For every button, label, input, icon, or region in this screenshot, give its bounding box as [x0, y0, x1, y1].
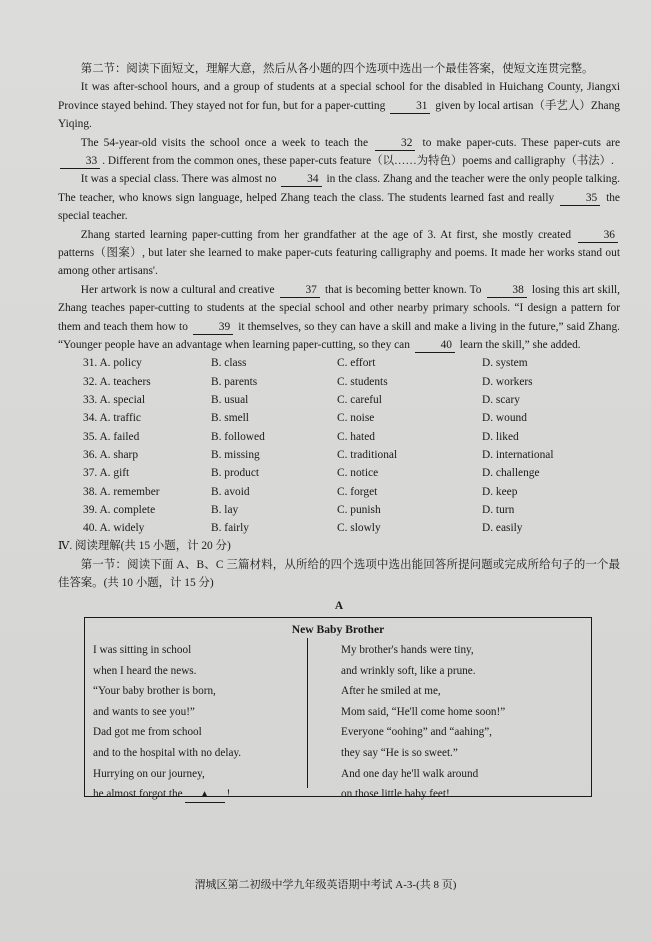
option-choice: C. hated — [337, 430, 375, 443]
option-choice: 35. A. failed — [83, 430, 140, 443]
option-row — [58, 428, 620, 446]
poem-line: Everyone “oohing” and “aahing”, — [341, 726, 492, 739]
option-choice: C. noise — [337, 412, 375, 425]
poem-line: when I heard the news. — [93, 664, 197, 677]
poem-line: and wants to see you!” — [93, 705, 195, 718]
paragraph-text: Zhang started learning paper-cutting from her grandfather at the age of 3. At first, she mostly created — [80, 228, 576, 241]
answer-blank: 32 — [375, 136, 415, 151]
poem-line: and to the hospital with no delay. — [93, 747, 242, 760]
answer-blank: 33 — [60, 154, 100, 169]
option-choice: 32. A. teachers — [83, 375, 151, 388]
option-choice: B. fairly — [211, 522, 249, 535]
paragraph-text: to make paper-cuts. These paper-cuts are — [417, 136, 620, 149]
option-choice: C. effort — [337, 357, 376, 370]
poem-line: “Your baby brother is born, — [93, 685, 216, 698]
answer-blank: 38 — [487, 283, 527, 298]
poem-line: And one day he'll walk around — [341, 767, 479, 780]
option-row — [58, 391, 620, 409]
option-row — [58, 409, 620, 427]
cloze-paragraph — [58, 281, 620, 355]
option-choice: B. missing — [211, 448, 260, 461]
option-row — [58, 501, 620, 519]
option-choice: C. forget — [337, 485, 378, 498]
section2-heading: 第二节：阅读下面短文，理解大意，然后从各小题的四个选项中选出一个最佳答案，使短文连贯完整。 — [80, 63, 594, 75]
option-choice: 34. A. traffic — [83, 412, 141, 425]
option-choice: B. avoid — [211, 485, 250, 498]
passage-label: A — [334, 599, 344, 612]
option-choice: 33. A. special — [83, 394, 146, 407]
cloze-paragraph — [58, 134, 620, 171]
cloze-passage — [58, 78, 620, 354]
option-choice: C. slowly — [337, 522, 381, 535]
poem-title: New Baby Brother — [291, 623, 385, 637]
paragraph-text: It was after-school hours, and a group of students at a special school for the disabled in Huichang County, Jiangxi Province stayed behind. They stayed not for fun, but for a paper-cutting — [58, 81, 620, 112]
option-choice: C. traditional — [337, 448, 398, 461]
answer-blank: 37 — [280, 283, 320, 298]
answer-blank: 31 — [390, 99, 430, 114]
option-row — [58, 446, 620, 464]
paragraph-text: in the class. Zhang and the teacher were the only people talking. The teacher, who knows sign language, helped Zhang teach the class. The students learned fast and really — [58, 173, 620, 204]
option-choice: D. workers — [482, 375, 533, 388]
paragraph-text: learn the skill,” she added. — [456, 339, 581, 352]
cloze-paragraph — [58, 78, 620, 133]
option-row — [58, 519, 620, 537]
option-row — [58, 483, 620, 501]
option-choice: C. careful — [337, 394, 382, 407]
option-choice: D. easily — [482, 522, 523, 535]
option-choice: B. parents — [211, 375, 258, 388]
option-choice: D. scary — [482, 394, 520, 407]
part1-heading: 第一节：阅读下面 A、B、C 三篇材料，从所给的四个选项中选出能回答所提问题或完成所给句子的一个最佳答案。(共 10 小题，计 15 分) — [58, 558, 620, 590]
answer-blank: 36 — [578, 228, 618, 243]
paragraph-text: The 54-year-old visits the school once a week to teach the — [80, 136, 374, 149]
option-choice: B. lay — [211, 503, 239, 516]
cloze-paragraph — [58, 226, 620, 281]
paragraph-text: patterns（图案）, but later she learned to make paper-cuts featuring calligraphy and poems. It made her works stand out among other artisans'. — [58, 247, 620, 278]
option-choice: D. international — [482, 448, 554, 461]
option-choice: C. punish — [337, 503, 381, 516]
poem-line-suffix: ! — [226, 788, 231, 801]
section4-heading: Ⅳ. 阅读理解(共 15 小题，计 20 分) — [58, 540, 231, 553]
answer-blank: 35 — [560, 191, 600, 206]
option-choice: 39. A. complete — [83, 503, 156, 516]
paragraph-text: losing this art skill, Zhang teaches paper-cutting to students at the special school and other nearby primary schools. “I design a pattern for them and teach them how to — [58, 283, 620, 333]
option-choice: 31. A. policy — [83, 357, 142, 370]
option-choice: C. notice — [337, 467, 379, 480]
option-choice: B. product — [211, 467, 260, 480]
poem-line: I was sitting in school — [93, 644, 192, 657]
paragraph-text: Her artwork is now a cultural and creative — [80, 283, 278, 296]
poem-right-column — [341, 640, 505, 805]
answer-blank: 40 — [415, 338, 455, 353]
poem-line: Mom said, “He'll come home soon!” — [341, 705, 506, 718]
paragraph-text: the special teacher. — [58, 191, 620, 223]
poem-line: After he smiled at me, — [341, 685, 441, 698]
option-choice: 40. A. widely — [83, 522, 145, 535]
paragraph-text: It was a special class. There was almost no — [80, 173, 280, 186]
option-choice: 36. A. sharp — [83, 448, 139, 461]
page-footer: 渭城区第二初级中学九年级英语期中考试 A-3-(共 8 页) — [194, 879, 457, 891]
option-choice: D. liked — [482, 430, 519, 443]
poem-line: Hurrying on our journey, — [93, 767, 205, 780]
poem-left-column — [93, 640, 241, 805]
option-choice: B. class — [211, 357, 247, 370]
option-choice: B. usual — [211, 394, 249, 407]
paragraph-text: it themselves, so they can have a skill and make a living in the future,” said Zhang. “Younger people have an advantage when learning paper-cutting, so they can — [58, 320, 620, 352]
paragraph-text: that is becoming better known. To — [321, 283, 485, 296]
option-choice: 38. A. remember — [83, 485, 160, 498]
poem-divider — [307, 638, 308, 788]
option-choice: B. smell — [211, 412, 249, 425]
answer-blank: 34 — [281, 172, 321, 187]
option-choice: D. system — [482, 357, 528, 370]
poem-line: he almost forgot the ▲ ! — [93, 784, 241, 805]
answer-blank: 39 — [193, 320, 233, 335]
paragraph-text: . Different from the common ones, these paper-cuts feature（以……为特色）poems and calligraphy（书法）. — [102, 155, 614, 168]
option-row — [58, 355, 620, 373]
option-choice: D. challenge — [482, 467, 540, 480]
cloze-paragraph — [58, 170, 620, 225]
poem-blank: ▲ — [185, 788, 225, 803]
poem-line: they say “He is so sweet.” — [341, 747, 458, 760]
poem-box — [84, 617, 592, 801]
poem-line: on those little baby feet! — [341, 788, 450, 801]
poem-line: and wrinkly soft, like a prune. — [341, 664, 476, 677]
options-table — [58, 355, 620, 538]
content — [58, 60, 621, 801]
option-choice: C. students — [337, 375, 388, 388]
poem-line: My brother's hands were tiny, — [341, 644, 474, 657]
option-row — [58, 373, 620, 391]
option-choice: B. followed — [211, 430, 265, 443]
option-row — [58, 464, 620, 482]
option-choice: D. keep — [482, 485, 518, 498]
option-choice: D. turn — [482, 503, 515, 516]
poem-line: Dad got me from school — [93, 726, 202, 739]
option-choice: D. wound — [482, 412, 527, 425]
option-choice: 37. A. gift — [83, 467, 130, 480]
paragraph-text: given by local artisan（手艺人）Zhang Yiqing. — [58, 99, 621, 131]
